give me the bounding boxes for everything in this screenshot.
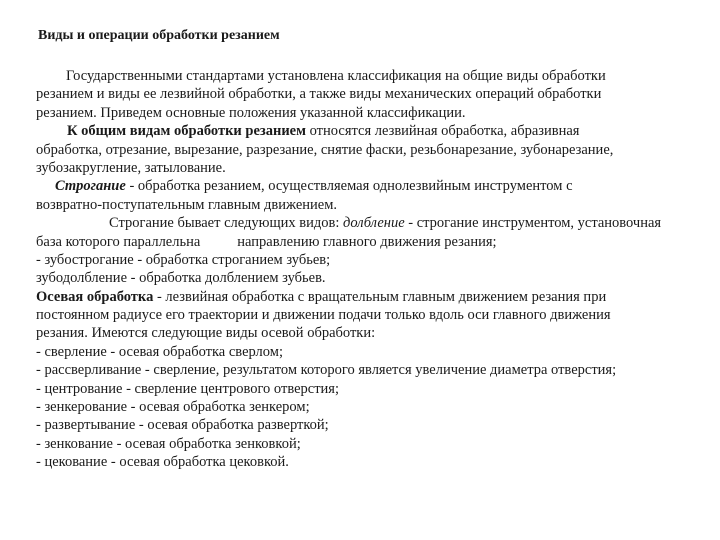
paragraph-line: постоянном радиусе его траектории и движении подачи только вдоль оси главного движения [36,307,611,324]
paragraph-line: зубозакругление, затылование. [36,159,226,176]
paragraph-line: зубодолбление - обработка долблением зубьев. [36,270,326,287]
text-span: - строгание инструментом, установочная [404,215,662,232]
page-title: Виды и операции обработки резанием [38,28,280,43]
text-span: база которого параллельна [36,233,201,250]
term-planing: Строгание [55,178,126,195]
list-item: - рассверливание - сверление, результатом которого является увеличение диаметра отверстия; [36,362,617,379]
paragraph-line: возвратно-поступательным главным движением. [36,196,338,213]
paragraph-line: обработка, отрезание, вырезание, разрезание, снятие фаски, резьбонарезание, зубонарезание, [36,141,614,158]
list-item: - зенкерование - осевая обработка зенкером; [36,399,310,416]
list-item: - зенкование - осевая обработка зенковкой; [36,435,301,452]
paragraph-line: резания. Имеются следующие виды осевой обработки: [36,325,376,342]
term-general-types: К общим видам обработки резанием [67,123,306,140]
paragraph-line [36,233,696,251]
paragraph-line [36,214,696,232]
paragraph-line: - зубострогание - обработка строганием зубьев; [36,251,331,268]
paragraph-line: резанием. Приведем основные положения указанной классификации. [36,104,466,121]
term-slotting: долбление [342,215,405,232]
paragraph-line [36,122,696,140]
list-item: - развертывание - осевая обработка разверткой; [36,417,329,434]
text-span: - обработка резанием, осуществляемая однолезвийным инструментом с [125,178,573,195]
term-axial-processing: Осевая обработка [36,288,154,305]
document-body [36,67,696,472]
list-item: - сверление - осевая обработка сверлом; [36,343,283,360]
text-span: Строгание бывает следующих видов: [109,215,343,232]
paragraph-line [36,177,696,195]
paragraph-line: резанием и виды ее лезвийной обработки, а также виды механических операций обработки [36,86,602,103]
paragraph-line [36,288,696,306]
text-span: относятся лезвийная обработка, абразивная [306,123,580,140]
list-item: - цекование - осевая обработка цековкой. [36,454,289,471]
list-item: - центрование - сверление центрового отверстия; [36,380,339,397]
text-span: направлению главного движения резания; [237,233,497,250]
text-span: - лезвийная обработка с вращательным главным движением резания при [153,288,607,305]
paragraph-line: Государственными стандартами установлена классификация на общие виды обработки [66,68,606,84]
